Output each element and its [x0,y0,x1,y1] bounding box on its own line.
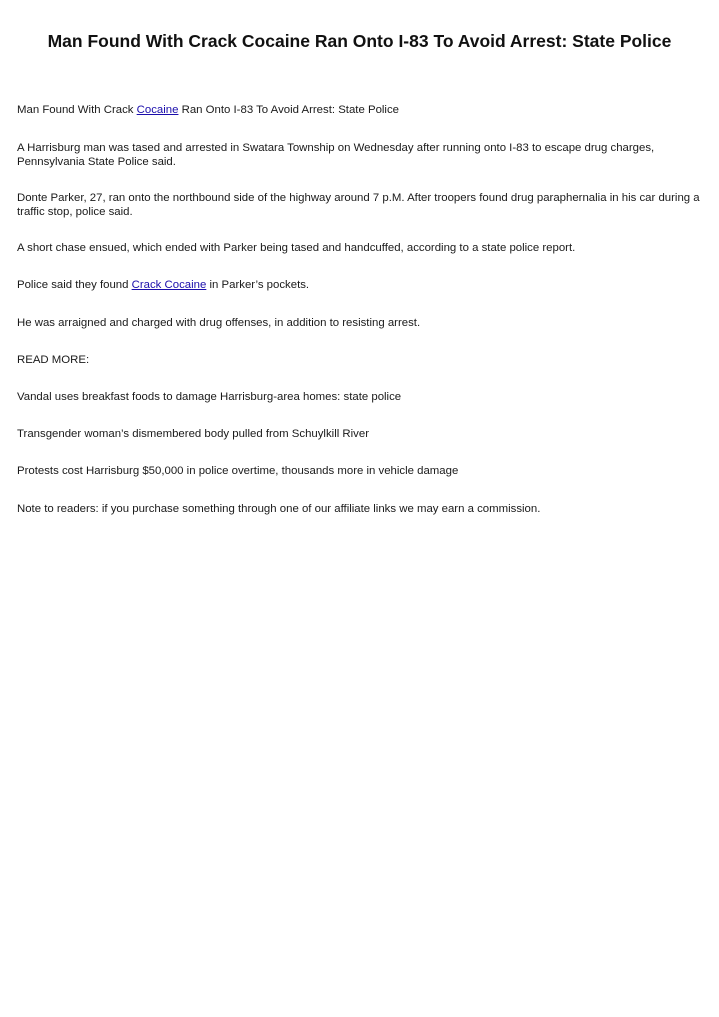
cocaine-link[interactable]: Cocaine [136,104,179,116]
paragraph-text: in Parker’s pockets. [206,279,310,291]
paragraph-text: Ran Onto I-83 To Avoid Arrest: State Police [178,104,399,116]
article-paragraph-charges: He was arraigned and charged with drug offenses, in addition to resisting arrest. [17,317,421,329]
paragraph-text: Man Found With Crack [17,104,137,116]
affiliate-note: Note to readers: if you purchase something through one of our affiliate links we may earn a commission. [17,503,541,515]
article-paragraph-suspect: Donte Parker, 27, ran onto the northbound side of the highway around 7 p.M. After troopers found drug paraphernalia in his car during a traffic stop, police said. [17,192,700,218]
related-story-breakfast-vandal: Vandal uses breakfast foods to damage Harrisburg-area homes: state police [17,391,402,403]
paragraph-text: Police said they found [17,279,132,291]
crack-cocaine-link[interactable]: Crack Cocaine [131,279,207,291]
read-more-heading: READ MORE: [17,354,90,366]
page-title: Man Found With Crack Cocaine Ran Onto I-83 To Avoid Arrest: State Police [47,31,672,51]
related-story-protests-cost: Protests cost Harrisburg $50,000 in police overtime, thousands more in vehicle damage [17,465,459,477]
article-paragraph-arrest: A Harrisburg man was tased and arrested in Swatara Township on Wednesday after running onto I-83 to escape drug charges, Pennsylvania State Police said. [17,142,655,168]
article-headline-paragraph [17,103,702,117]
article-paragraph-found [17,278,702,292]
related-story-schuylkill-river: Transgender woman’s dismembered body pulled from Schuylkill River [17,428,369,440]
article-paragraph-chase: A short chase ensued, which ended with Parker being tased and handcuffed, according to a state police report. [17,242,576,254]
